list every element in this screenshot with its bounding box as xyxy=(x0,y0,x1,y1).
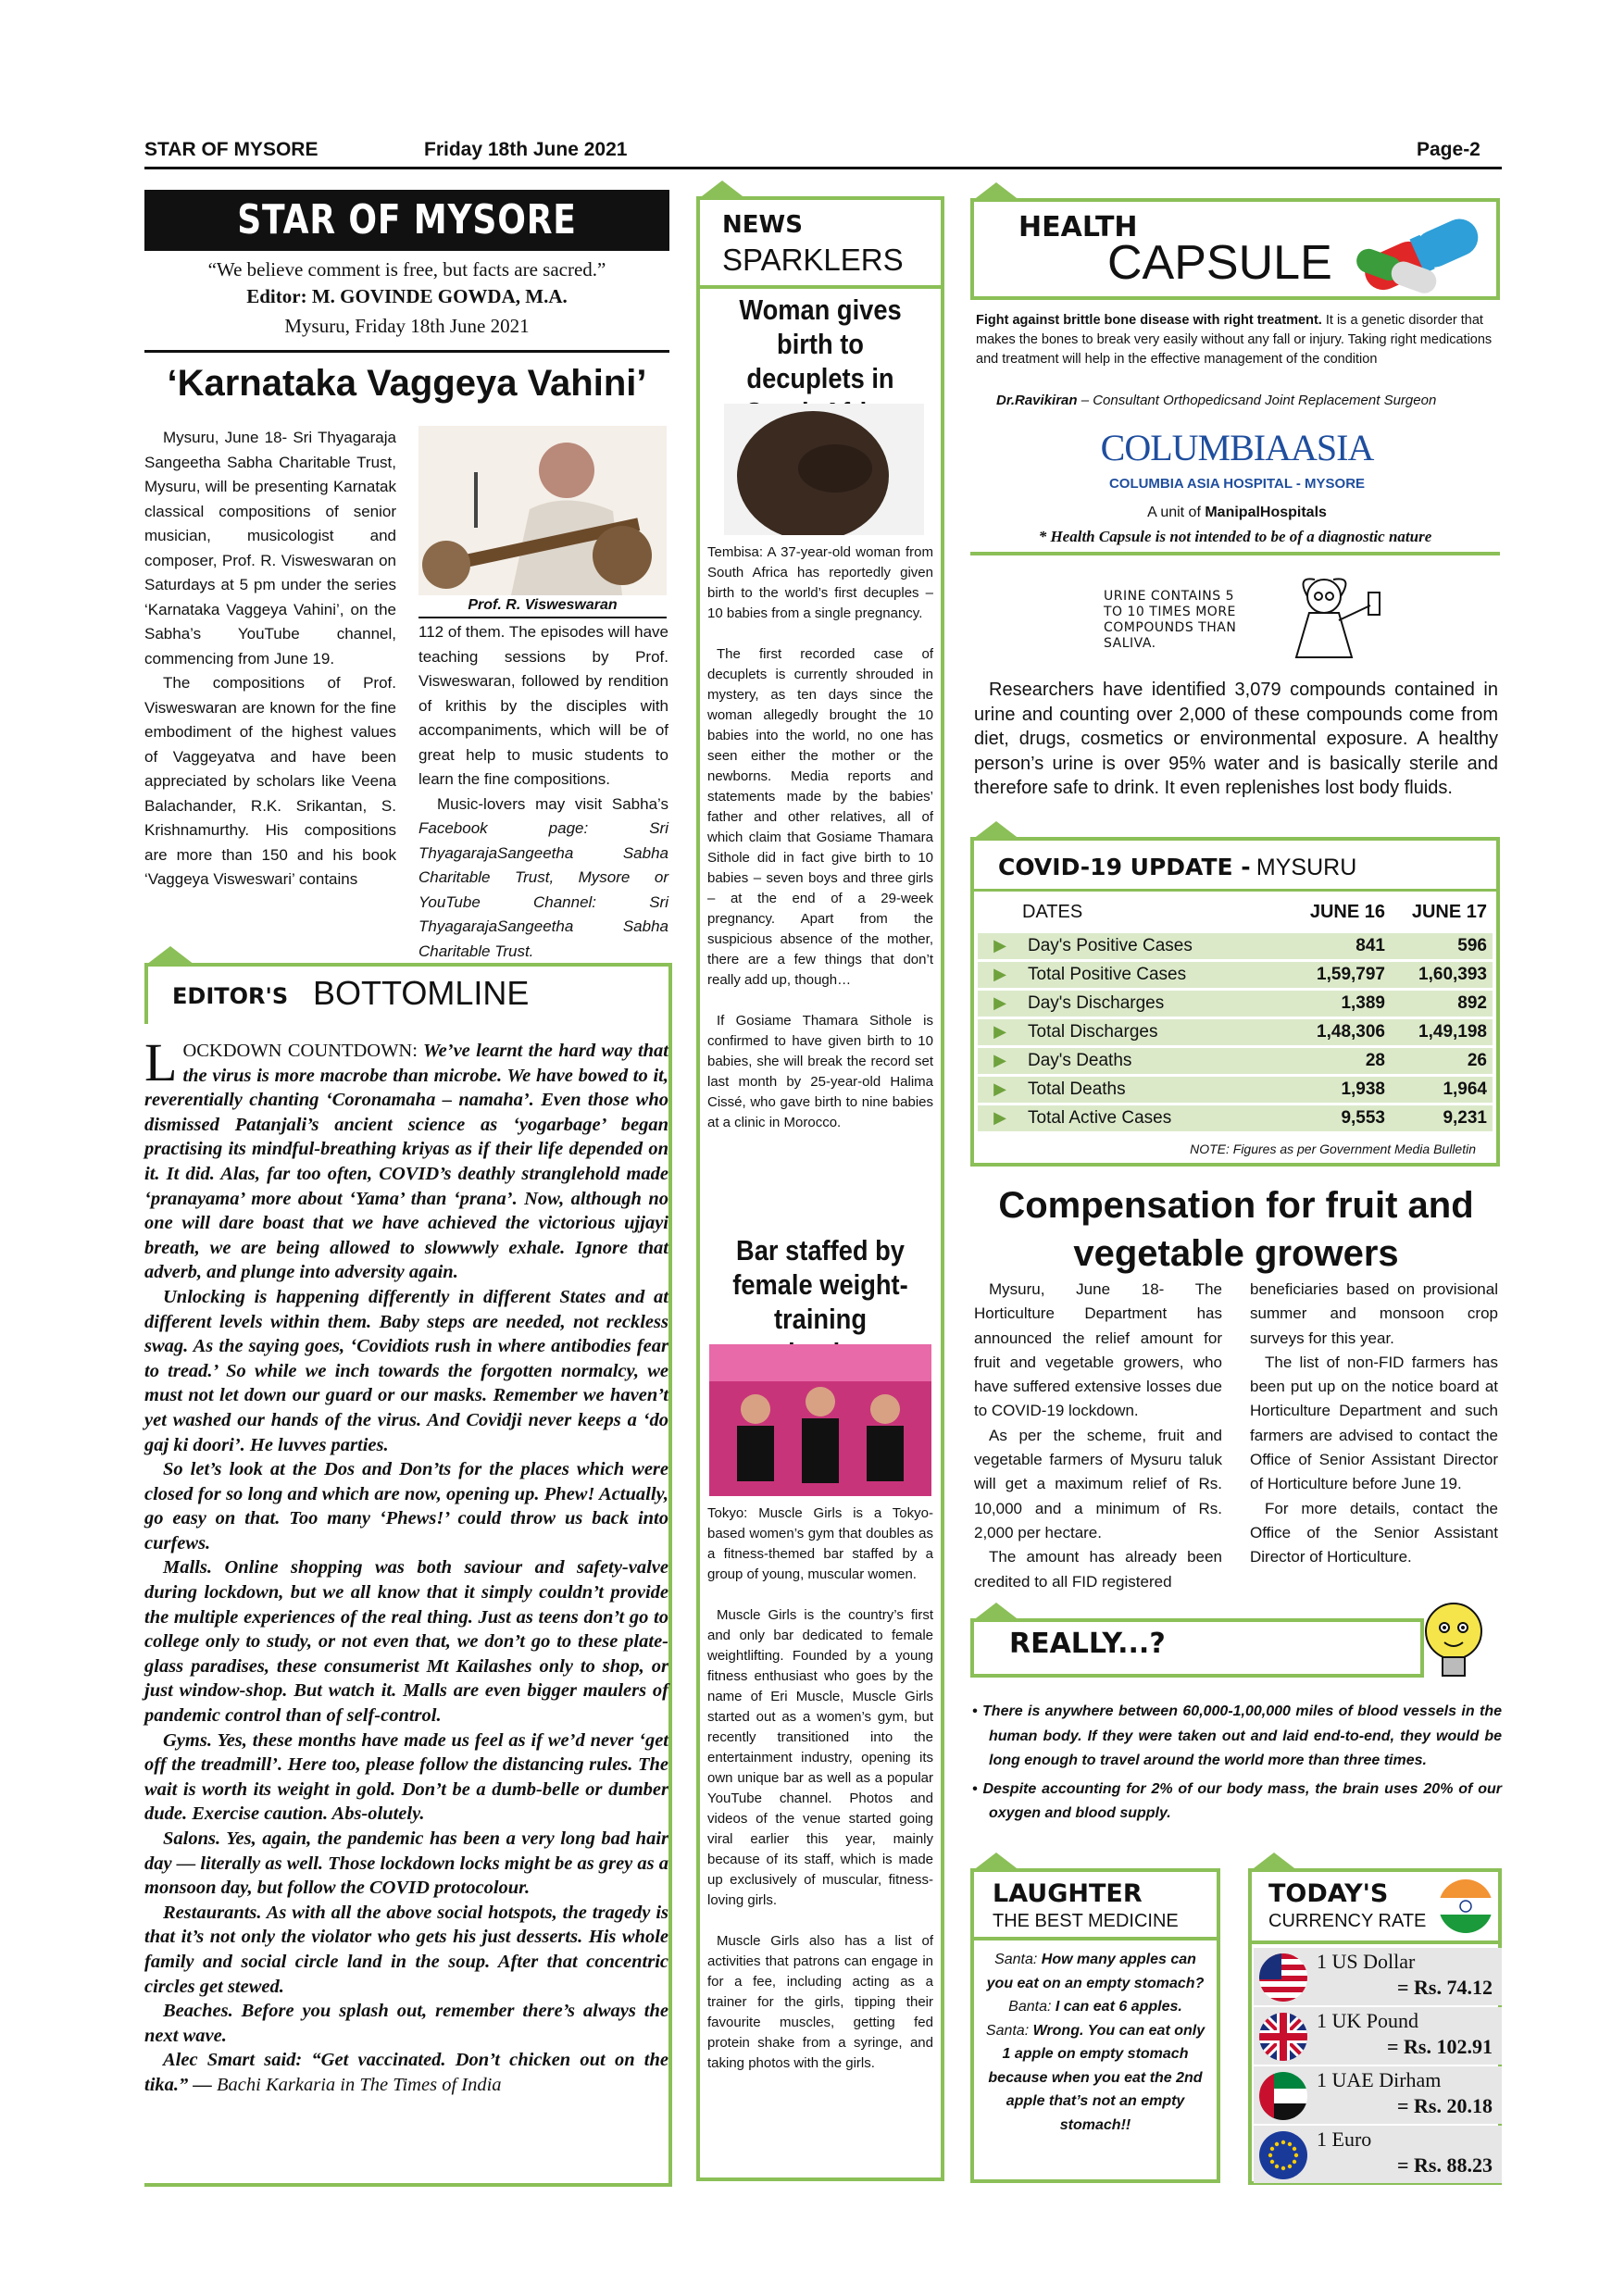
currency-rate: = Rs. 20.18 xyxy=(1397,2094,1493,2117)
covid-row-june17: 1,964 xyxy=(1391,1075,1493,1104)
health-lead-text: It is a genetic disorder that makes the bones to break very easily without any fall or injury. Taking right medications and treatment will help in the effective management of the condition xyxy=(976,313,1493,367)
covid-col-june16: JUNE 16 xyxy=(1289,894,1391,931)
urine-cartoon-text: URINE CONTAINS 5 TO 10 TIMES MORE COMPOUNDS THAN SALIVA. xyxy=(1104,589,1237,651)
triangle-right-icon: ▶ xyxy=(978,1046,1022,1075)
columbia-logo: COLUMBIAASIA xyxy=(1100,427,1374,468)
covid-table xyxy=(978,894,1493,1134)
laughter-line-2: I can eat 6 apples. xyxy=(1051,1999,1182,2015)
editors-intro-caps: OCKDOWN COUNTDOWN: xyxy=(182,1041,418,1061)
triangle-right-icon: ▶ xyxy=(978,1017,1022,1046)
pregnancy-photo xyxy=(724,404,924,535)
covid-title-rule xyxy=(970,889,1500,892)
editors-corner xyxy=(146,946,194,965)
editors-head-big: BOTTOMLINE xyxy=(313,974,530,1012)
triangle-right-icon: ▶ xyxy=(978,960,1022,989)
editors-text xyxy=(144,1032,669,2098)
covid-row-june16: 841 xyxy=(1289,931,1391,960)
covid-row-label: Day's Positive Cases xyxy=(1022,931,1289,960)
covid-row-june16: 1,389 xyxy=(1289,989,1391,1017)
laughter-title-rule xyxy=(970,1937,1220,1940)
editors-dropcap: L xyxy=(144,1032,178,1092)
sparklers-corner xyxy=(698,181,746,199)
karnataka-headline: ‘Karnataka Vaggeya Vahini’ xyxy=(167,363,647,404)
covid-row-june17: 596 xyxy=(1391,931,1493,960)
karnataka-col1 xyxy=(144,426,396,892)
currency-row-eur xyxy=(1254,2126,1502,2183)
decuplets-headline: Woman gives birth to decuplets in xyxy=(739,293,902,394)
currency-row-usd xyxy=(1254,1948,1502,2005)
decuplets-text xyxy=(707,543,933,1133)
currency-rate: = Rs. 88.23 xyxy=(1397,2153,1493,2177)
bar-text xyxy=(707,1504,933,2074)
covid-row-label: Total Positive Cases xyxy=(1022,960,1289,989)
covid-row xyxy=(978,960,1493,989)
really-text xyxy=(972,1700,1502,1827)
urine-body: Researchers have identified 3,079 compounds contained in urine and counting over 2,000 of these compounds come from diet, drugs, cosmetics or environmental exposure. A healthy person’s urine is over 95% water and is basically sterile and therefore safe to drink. It even replenishes lost body fluids. xyxy=(974,680,1498,798)
covid-corner xyxy=(972,821,1020,840)
health-lead xyxy=(976,311,1494,369)
triangle-right-icon: ▶ xyxy=(978,931,1022,960)
currency-name: 1 Euro xyxy=(1317,2128,1372,2151)
masthead-dateline: Mysuru, Friday 18th June 2021 xyxy=(284,315,530,337)
currency-rate: = Rs. 102.91 xyxy=(1387,2035,1493,2058)
covid-note: NOTE: Figures as per Government Media Bulletin xyxy=(1190,1142,1476,1156)
health-head-big: CAPSULE xyxy=(1107,236,1332,290)
sparklers-head-big: SPARKLERS xyxy=(722,243,904,277)
editors-para-5: Gyms. Yes, these months have made us feel as if we’d never ‘get off the treadmill’. Here too, please follow the distancing rules. The wait is worth its weight in gold. Don’t be a dumb-belle or dumber dude. Exercise caution. Abs-olutely. xyxy=(144,1729,668,1825)
laughter-line-3: Wrong. You can eat only 1 apple on empty stomach because when you eat the 2nd apple that’s not an empty stomach!! xyxy=(988,2022,1206,2133)
health-bottom-rule xyxy=(970,552,1500,555)
covid-row-june17: 26 xyxy=(1391,1046,1493,1075)
karnataka-para-4-italic: Facebook page: Sri ThyagarajaSangeetha Sabha Charitable Trust, Mysore or YouTube Channel: Sri ThyagarajaSangeetha Sabha Charitable Trust. xyxy=(418,819,668,960)
karnataka-para-2: The compositions of Prof. Visweswaran are known for the fine embodiment of the highest values of Vaggeyatva and have been appreciated by scholars like Veena Balachander, R.K. Srikantan, S. Krishnamurthy. His compositions are more than 150 and his book ‘Vaggeya Visweswari’ contains xyxy=(144,674,396,888)
covid-row-june16: 1,48,306 xyxy=(1289,1017,1391,1046)
editors-para-2: Unlocking is happening differently in different States and at different levels within them. Baby steps are needed, not reckless swag. As the saying goes, ‘Covidiots rush in where antibodies fear to tread.’ So while we inch towards the forgotten normalcy, we must not let down our guard or our masks. Remember we haven’t yet washed our hands of the virus. And Covidji never keeps a ‘do gaj ki doori’. He luvves parties. xyxy=(144,1286,668,1455)
covid-row-june16: 28 xyxy=(1289,1046,1391,1075)
currency-sub: CURRENCY RATE xyxy=(1268,1911,1427,1931)
karnataka-col2 xyxy=(418,620,668,964)
currency-title-rule xyxy=(1248,1940,1502,1944)
currency-row-gbp xyxy=(1254,2007,1502,2065)
laughter-speaker-3: Santa: xyxy=(985,2022,1030,2039)
professor-cartoon xyxy=(1268,568,1389,661)
doctor-title: – Consultant Orthopedicsand Joint Replacement Surgeon xyxy=(1077,393,1437,408)
covid-col-june17: JUNE 17 xyxy=(1391,894,1493,931)
covid-row xyxy=(978,1017,1493,1046)
compensation-para-4: beneficiaries based on provisional summer and monsoon crop surveys for this year. xyxy=(1250,1280,1498,1347)
editors-source: Bachi Karkaria in The Times of India xyxy=(217,2074,502,2095)
header-rule xyxy=(144,167,1502,169)
laughter-head: LAUGHTER xyxy=(993,1879,1143,1908)
covid-title-place: MYSURU xyxy=(1255,855,1357,880)
masthead-editor: Editor: M. GOVINDE GOWDA, M.A. xyxy=(246,285,568,307)
triangle-right-icon: ▶ xyxy=(978,1104,1022,1132)
covid-row xyxy=(978,1046,1493,1075)
compensation-para-1: Mysuru, June 18- The Horticulture Department has announced the relief amount for fruit and vegetable growers, who have suffered extensive losses due to COVID-19 lockdown. xyxy=(974,1280,1222,1420)
covid-row-label: Total Active Cases xyxy=(1022,1104,1289,1132)
health-disclaimer: * Health Capsule is not intended to be of a diagnostic nature xyxy=(1038,528,1432,545)
editors-para-9: Alec Smart said: “Get vaccinated. Don’t chicken out on the tika.” — xyxy=(144,2050,668,2095)
editors-para-4: Malls. Online shopping was both saviour and safety-valve during lockdown, but we all know that it simply couldn’t provide the multiple experiences of the real thing. Just as teens don’t go to college only to study, or not even that, we don’t go to these plate-glass paradises, these consumerist Mt Kailashes only to shop, or just window-shop. But watch it. Malls are even bigger maulers of pandemic control than of self-control. xyxy=(144,1557,668,1727)
health-doctor xyxy=(996,393,1436,408)
covid-title xyxy=(998,854,1356,881)
sparklers-head-small: NEWS xyxy=(722,211,803,239)
header-paper-name: STAR OF MYSORE xyxy=(144,139,319,160)
covid-title-bold: COVID-19 UPDATE - xyxy=(998,854,1251,880)
columbia-subtitle: COLUMBIA ASIA HOSPITAL - MYSORE xyxy=(1108,476,1366,492)
covid-row-june17: 1,60,393 xyxy=(1391,960,1493,989)
really-bullet-1: • There is anywhere between 60,000-1,00,000 miles of blood vessels in the human body. If they were taken out and laid end-to-end, they would be long enough to travel around the world more than three times. xyxy=(972,1703,1502,1768)
laughter-sub: THE BEST MEDICINE xyxy=(993,1911,1179,1931)
currency-rate: = Rs. 74.12 xyxy=(1397,1976,1493,1999)
caption-rule xyxy=(418,617,667,618)
lightbulb-icon xyxy=(1407,1592,1500,1691)
covid-row xyxy=(978,1075,1493,1104)
masthead-title: STAR OF MYSORE xyxy=(237,196,577,243)
editors-para-7: Restaurants. As with all the above social hotspots, the tragedy is that it’s not only the violator who gets his just desserts. His whole family and social circle land in the soup. After that concentric circles get stewed. xyxy=(144,1902,668,1997)
laughter-text xyxy=(981,1948,1209,2137)
covid-row-june16: 9,553 xyxy=(1289,1104,1391,1132)
bar-para-2: Muscle Girls is the country’s first and only bar dedicated to female weightlifting. Founded by a young fitness enthusiast who goes by the name of Eri Muscle, Muscle Girls started out as a women’s gym, but recently transitioned into the entertainment industry, opening its own unique bar as well as a popular YouTube channel. Photos and videos of the venue started going viral earlier this year, mainly because of its staff, which is made up exclusively of muscular, fitness-loving girls. xyxy=(707,1607,933,1908)
covid-row-june17: 892 xyxy=(1391,989,1493,1017)
eu-flag-icon xyxy=(1259,2131,1307,2179)
laughter-line-1: How many apples can you eat on an empty stomach? xyxy=(986,1952,1205,1991)
compensation-para-6: For more details, contact the Office of the Senior Assistant Director of Horticulture. xyxy=(1250,1499,1498,1566)
decuplets-para-3: If Gosiame Thamara Sithole is confirmed to have given birth to 10 babies, she will break the record set last month by 25-year-old Halima Cissé, who gave birth to nine babies at a clinic in Morocco. xyxy=(707,1013,933,1130)
usa-flag-icon xyxy=(1259,1953,1307,2002)
bar-headline: Bar staffed by female weight-training xyxy=(732,1234,908,1335)
really-bullet-2-text: Despite accounting for 2% of our body mass, the brain uses 20% of our oxygen and blood supply. xyxy=(982,1780,1502,1821)
uk-flag-icon xyxy=(1259,2013,1307,2061)
triangle-right-icon: ▶ xyxy=(978,989,1022,1017)
health-corner xyxy=(972,182,1020,201)
compensation-para-3: The amount has already been credited to all FID registered xyxy=(974,1548,1222,1591)
masthead-motto: “We believe comment is free, but facts are sacred.” xyxy=(207,258,606,281)
covid-row-label: Day's Discharges xyxy=(1022,989,1289,1017)
editors-bottom-rule xyxy=(144,2183,672,2187)
editors-head-small: EDITOR'S xyxy=(172,983,289,1009)
currency-corner xyxy=(1250,1853,1298,1871)
covid-row-label: Total Deaths xyxy=(1022,1075,1289,1104)
compensation-para-2: As per the scheme, fruit and vegetable farmers of Mysuru taluk will get a maximum relief of Rs. 10,000 and a minimum of Rs. 2,000 per hectare. xyxy=(974,1426,1222,1541)
capsule-icon xyxy=(1348,209,1498,298)
muscle-girls-photo xyxy=(709,1344,931,1496)
compensation-headline: Compensation for fruit and vegetable growers xyxy=(998,1185,1474,1274)
currency-name: 1 UK Pound xyxy=(1317,2009,1419,2032)
currency-name: 1 UAE Dirham xyxy=(1317,2068,1442,2091)
laughter-speaker-2: Banta: xyxy=(1008,1999,1052,2015)
masthead-rule xyxy=(144,350,669,353)
compensation-col2 xyxy=(1250,1278,1498,1570)
covid-col-dates: DATES xyxy=(978,894,1289,931)
really-corner xyxy=(972,1603,1020,1621)
laughter-corner xyxy=(972,1853,1020,1871)
uae-flag-icon xyxy=(1259,2072,1307,2120)
bar-para-3: Muscle Girls also has a list of activities that patrons can engage in for a fee, including acting as a trainer for the girls, tipping their favourite muscles, getting fed protein shake from a syringe, and taking photos with the girls. xyxy=(707,1933,933,2071)
karnataka-para-4: Music-lovers may visit Sabha’s xyxy=(437,794,668,813)
editors-intro: We’ve learnt the hard way that the virus is more macrobe than microbe. We have bowed to it, reverentially chanting ‘Coronamaha – namaha’. Even those who dismissed Patanjali’s ancient science as ‘yogarbage’ began practising its mindful-breathing kriyas as if their life depended on it. It did. Alas, far too often, COVID’s deathly stranglehold made ‘pranayama’ more about ‘Yama’ than ‘prana’. Now, although no one will dare boast that we have achieved the victorious ujjayi breath, we are being allowed to slowwwly exhale. Ignore that adverb, and plunge into adversity again. xyxy=(144,1041,668,1283)
unit-bold: ManipalHospitals xyxy=(1205,505,1327,520)
covid-row xyxy=(978,989,1493,1017)
editors-para-3: So let’s look at the Dos and Don’ts for the places which were closed for so long and which are now, opening up. Phew! Actually, go easy on that. Too many ‘Phews!’ could throw us back into curfews. xyxy=(144,1459,668,1554)
really-bullet-2: • Despite accounting for 2% of our body mass, the brain uses 20% of our oxygen and blood supply. xyxy=(972,1780,1502,1821)
covid-row-june17: 1,49,198 xyxy=(1391,1017,1493,1046)
health-head-small: HEALTH xyxy=(1018,211,1138,243)
currency-name: 1 US Dollar xyxy=(1317,1950,1416,1973)
triangle-right-icon: ▶ xyxy=(978,1075,1022,1104)
covid-row-june16: 1,938 xyxy=(1289,1075,1391,1104)
unit-plain: A unit of xyxy=(1147,505,1206,520)
covid-row xyxy=(978,1104,1493,1132)
photo-caption: Prof. R. Visweswaran xyxy=(468,597,618,613)
header-page-number: Page-2 xyxy=(1417,139,1480,160)
currency-head: TODAY'S xyxy=(1268,1879,1389,1908)
decuplets-para-2: The first recorded case of decuplets is currently shrouded in mystery, as ten days since the woman allegedly brought the 10 babies into the world, no one has seen either the mother or the newborns. Media reports and statements made by the babies’ father and other relatives, all of which claim that Gosiame Thamara Sithole did in fact give birth to 10 babies – seven boys and three girls – at the end of a 29-week pregnancy. Apart from the suspicious absence of the mother, there are a few things that don’t really add up, though… xyxy=(707,646,933,988)
karnataka-para-3: 112 of them. The episodes will have teaching sessions by Prof. Visweswaran, followed by rendition of krithis by the disciples with accompaniments, which will be of great help to music students to learn the fine compositions. xyxy=(418,623,668,788)
covid-row-june16: 1,59,797 xyxy=(1289,960,1391,989)
manipal-unit xyxy=(1080,505,1394,521)
editors-para-8: Beaches. Before you splash out, remember there’s always the next wave. xyxy=(144,2001,668,2046)
bar-para-1: Tokyo: Muscle Girls is a Tokyo-based women’s gym that doubles as a fitness-themed bar staffed by a group of young, muscular women. xyxy=(707,1505,933,1582)
sparklers-head-divider xyxy=(696,285,944,289)
covid-row-june17: 9,231 xyxy=(1391,1104,1493,1132)
covid-header-row xyxy=(978,894,1493,931)
covid-row-label: Day's Deaths xyxy=(1022,1046,1289,1075)
header-date: Friday 18th June 2021 xyxy=(424,139,628,160)
health-lead-bold: Fight against brittle bone disease with right treatment. xyxy=(976,313,1322,328)
currency-row-aed xyxy=(1254,2066,1502,2124)
decuplets-para-1: Tembisa: A 37-year-old woman from South Africa has reportedly given birth to the world’s first decuples – 10 babies from a single pregnancy. xyxy=(707,544,933,621)
karnataka-para-1: Mysuru, June 18- Sri Thyagaraja Sangeetha Sabha Charitable Trust, Mysuru, will be presenting Karnatak classical compositions of senior musician, musicologist and composer, Prof. R. Visweswaran on Saturdays at 5 pm under the series ‘Karnataka Vaggeya Vahini’, on the Sabha’s YouTube channel, commencing from June 19. xyxy=(144,429,396,668)
covid-row-label: Total Discharges xyxy=(1022,1017,1289,1046)
laughter-speaker-1: Santa: xyxy=(994,1952,1038,1967)
covid-row xyxy=(978,931,1493,960)
really-head: REALLY...? xyxy=(1009,1628,1166,1660)
compensation-col1 xyxy=(974,1278,1222,1594)
editors-para-6: Salons. Yes, again, the pandemic has been a very long bad hair day — literally as well. Those lockdown locks might be as grey as a monsoon day, but follow the COVID protocolour. xyxy=(144,1828,669,1899)
india-flag-icon xyxy=(1439,1879,1493,1933)
doctor-name: Dr.Ravikiran xyxy=(996,393,1078,408)
visweswaran-photo xyxy=(418,426,667,595)
really-bullet-1-text: There is anywhere between 60,000-1,00,000 miles of blood vessels in the human body. If they were taken out and laid end-to-end, they would be long enough to travel around the world more than three times. xyxy=(982,1703,1502,1768)
compensation-para-5: The list of non-FID farmers has been put up on the notice board at Horticulture Department and such farmers are advised to contact the Office of Senior Assistant Director of Horticulture before June 19. xyxy=(1250,1353,1498,1493)
